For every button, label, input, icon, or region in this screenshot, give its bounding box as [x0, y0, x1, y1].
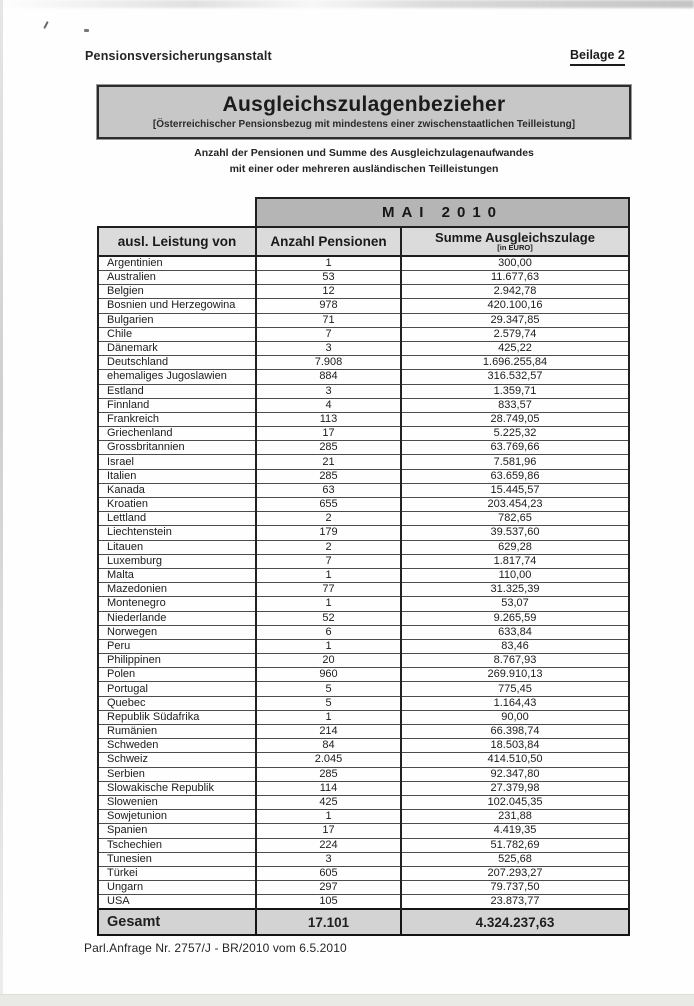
row-count: 1: [256, 710, 401, 724]
table-row: [98, 540, 629, 554]
row-count: 12: [256, 285, 401, 299]
table-body: [98, 256, 629, 909]
row-count: 884: [256, 370, 401, 384]
row-sum: 420.100,16: [401, 299, 629, 313]
title-box: [97, 85, 631, 139]
row-country: Bosnien und Herzegowina: [98, 299, 256, 313]
row-sum: 629,28: [401, 540, 629, 554]
row-sum: 425,22: [401, 341, 629, 355]
column-header-sum-label: Summe Ausgleichszulage: [435, 229, 595, 245]
row-country: Malta: [98, 568, 256, 582]
column-header-count: Anzahl Pensionen: [256, 227, 401, 256]
row-count: 17: [256, 427, 401, 441]
table-row: [98, 327, 629, 341]
row-sum: 63.659,86: [401, 469, 629, 483]
table-row: [98, 625, 629, 639]
row-country: Norwegen: [98, 625, 256, 639]
row-country: Philippinen: [98, 654, 256, 668]
table-row: [98, 824, 629, 838]
row-count: 114: [256, 781, 401, 795]
row-sum: 269.910,13: [401, 668, 629, 682]
row-count: 3: [256, 341, 401, 355]
scan-artifact-left-edge: [0, 0, 3, 1006]
row-country: ehemaliges Jugoslawien: [98, 370, 256, 384]
row-count: 84: [256, 739, 401, 753]
row-country: Schweden: [98, 739, 256, 753]
row-country: Israel: [98, 455, 256, 469]
row-country: Polen: [98, 668, 256, 682]
row-count: 1: [256, 639, 401, 653]
table-row: [98, 483, 629, 497]
table-row: [98, 725, 629, 739]
attachment-label: Beilage 2: [570, 48, 625, 66]
row-sum: 11.677,63: [401, 271, 629, 285]
row-sum: 1.164,43: [401, 696, 629, 710]
row-country: Slowenien: [98, 795, 256, 809]
table-row: [98, 739, 629, 753]
row-country: Spanien: [98, 824, 256, 838]
row-sum: 316.532,57: [401, 370, 629, 384]
row-count: 5: [256, 696, 401, 710]
row-count: 978: [256, 299, 401, 313]
row-country: Slowakische Republik: [98, 781, 256, 795]
table-row: [98, 838, 629, 852]
row-country: Argentinien: [98, 256, 256, 271]
table-row: [98, 441, 629, 455]
row-count: 52: [256, 611, 401, 625]
row-sum: 525,68: [401, 852, 629, 866]
table-row: [98, 881, 629, 895]
intro-line-1: Anzahl der Pensionen und Summe des Ausgleichzulagenaufwandes: [194, 147, 534, 159]
row-sum: 300,00: [401, 256, 629, 271]
row-sum: 2.942,78: [401, 285, 629, 299]
row-count: 2.045: [256, 753, 401, 767]
row-count: 960: [256, 668, 401, 682]
row-country: Quebec: [98, 696, 256, 710]
row-count: 21: [256, 455, 401, 469]
row-sum: 207.293,27: [401, 866, 629, 880]
row-count: 17: [256, 824, 401, 838]
row-sum: 27.379,98: [401, 781, 629, 795]
document-org-title: Pensionsversicherungsanstalt: [85, 49, 272, 63]
scan-artifact-bottom: [0, 994, 694, 1006]
table-row: [98, 781, 629, 795]
row-count: 605: [256, 866, 401, 880]
row-count: 3: [256, 384, 401, 398]
row-sum: 1.817,74: [401, 554, 629, 568]
period-row: [98, 198, 629, 227]
row-country: Republik Südafrika: [98, 710, 256, 724]
total-label: Gesamt: [98, 909, 256, 935]
row-count: 285: [256, 767, 401, 781]
row-count: 214: [256, 725, 401, 739]
table-row: [98, 412, 629, 426]
row-count: 105: [256, 895, 401, 910]
row-country: Tschechien: [98, 838, 256, 852]
table-row: [98, 356, 629, 370]
table-row: [98, 795, 629, 809]
row-country: Sowjetunion: [98, 810, 256, 824]
row-count: 1: [256, 597, 401, 611]
table-row: [98, 639, 629, 653]
row-country: Serbien: [98, 767, 256, 781]
row-count: 53: [256, 271, 401, 285]
table-row: [98, 696, 629, 710]
row-country: Schweiz: [98, 753, 256, 767]
row-count: 297: [256, 881, 401, 895]
row-sum: 15.445,57: [401, 483, 629, 497]
row-sum: 203.454,23: [401, 498, 629, 512]
row-country: Portugal: [98, 682, 256, 696]
row-sum: 63.769,66: [401, 441, 629, 455]
total-row: [98, 909, 629, 935]
row-sum: 782,65: [401, 512, 629, 526]
row-country: Frankreich: [98, 412, 256, 426]
row-country: Lettland: [98, 512, 256, 526]
pen-mark: [84, 29, 89, 32]
row-count: 425: [256, 795, 401, 809]
row-sum: 1.359,71: [401, 384, 629, 398]
row-count: 285: [256, 441, 401, 455]
row-sum: 7.581,96: [401, 455, 629, 469]
row-count: 179: [256, 526, 401, 540]
table-row: [98, 852, 629, 866]
row-count: 4: [256, 398, 401, 412]
row-country: Estland: [98, 384, 256, 398]
row-count: 71: [256, 313, 401, 327]
table-row: [98, 398, 629, 412]
table-row: [98, 512, 629, 526]
table-row: [98, 866, 629, 880]
row-sum: 414.510,50: [401, 753, 629, 767]
row-count: 285: [256, 469, 401, 483]
intro-text: [97, 145, 631, 178]
table-row: [98, 668, 629, 682]
table-row: [98, 753, 629, 767]
row-sum: 8.767,93: [401, 654, 629, 668]
table-row: [98, 370, 629, 384]
table-row: [98, 583, 629, 597]
column-header-row: [98, 227, 629, 256]
row-sum: 66.398,74: [401, 725, 629, 739]
period-header: MAI 2010: [256, 198, 629, 227]
row-country: Liechtenstein: [98, 526, 256, 540]
unit-note: [in EURO]: [497, 243, 533, 253]
scan-artifact-top: [0, 0, 694, 8]
row-country: Litauen: [98, 540, 256, 554]
row-count: 1: [256, 810, 401, 824]
row-count: 3: [256, 852, 401, 866]
document-subtitle: [Österreichischer Pensionsbezug mit mindestens einer zwischenstaatlichen Teilleistung]: [152, 119, 576, 130]
row-count: 20: [256, 654, 401, 668]
row-count: 224: [256, 838, 401, 852]
row-sum: 1.696.255,84: [401, 356, 629, 370]
table-spacer-cell: [98, 198, 256, 227]
row-sum: 92.347,80: [401, 767, 629, 781]
row-country: Belgien: [98, 285, 256, 299]
row-count: 1: [256, 568, 401, 582]
row-sum: 18.503,84: [401, 739, 629, 753]
row-count: 1: [256, 256, 401, 271]
row-sum: 9.265,59: [401, 611, 629, 625]
table-row: [98, 767, 629, 781]
row-country: Tunesien: [98, 852, 256, 866]
row-sum: 23.873,77: [401, 895, 629, 910]
table-row: [98, 810, 629, 824]
row-country: Peru: [98, 639, 256, 653]
row-country: Montenegro: [98, 597, 256, 611]
row-sum: 29.347,85: [401, 313, 629, 327]
row-count: 77: [256, 583, 401, 597]
column-header-country: ausl. Leistung von: [98, 227, 256, 256]
row-sum: 833,57: [401, 398, 629, 412]
table-row: [98, 895, 629, 910]
row-country: Ungarn: [98, 881, 256, 895]
row-sum: 102.045,35: [401, 795, 629, 809]
pension-table: [97, 197, 630, 936]
row-count: 7: [256, 554, 401, 568]
row-country: Luxemburg: [98, 554, 256, 568]
table-row: [98, 498, 629, 512]
row-count: 2: [256, 540, 401, 554]
document-title: Ausgleichszulagenbezieher: [222, 93, 506, 116]
row-sum: 4.419,35: [401, 824, 629, 838]
row-count: 63: [256, 483, 401, 497]
total-count: 17.101: [256, 909, 401, 935]
row-sum: 83,46: [401, 639, 629, 653]
table-row: [98, 299, 629, 313]
table-row: [98, 526, 629, 540]
table-row: [98, 710, 629, 724]
footnote: Parl.Anfrage Nr. 2757/J - BR/2010 vom 6.5.2010: [84, 941, 347, 955]
row-count: 5: [256, 682, 401, 696]
row-sum: 5.225,32: [401, 427, 629, 441]
row-sum: 53,07: [401, 597, 629, 611]
row-country: Italien: [98, 469, 256, 483]
table-row: [98, 384, 629, 398]
table-row: [98, 455, 629, 469]
row-country: Chile: [98, 327, 256, 341]
row-sum: 633,84: [401, 625, 629, 639]
row-country: Mazedonien: [98, 583, 256, 597]
row-count: 6: [256, 625, 401, 639]
row-count: 655: [256, 498, 401, 512]
row-country: Australien: [98, 271, 256, 285]
table-row: [98, 341, 629, 355]
row-count: 2: [256, 512, 401, 526]
row-country: Rumänien: [98, 725, 256, 739]
intro-line-2: mit einer oder mehreren ausländischen Teilleistungen: [229, 163, 499, 176]
row-country: Griechenland: [98, 427, 256, 441]
row-sum: 2.579,74: [401, 327, 629, 341]
row-country: USA: [98, 895, 256, 910]
table-row: [98, 271, 629, 285]
table-row: [98, 611, 629, 625]
column-header-sum: [401, 227, 629, 256]
total-sum: 4.324.237,63: [401, 909, 629, 935]
row-country: Deutschland: [98, 356, 256, 370]
table-row: [98, 554, 629, 568]
row-country: Niederlande: [98, 611, 256, 625]
table-row: [98, 568, 629, 582]
row-sum: 90,00: [401, 710, 629, 724]
row-country: Kroatien: [98, 498, 256, 512]
row-country: Grossbritannien: [98, 441, 256, 455]
row-sum: 28.749,05: [401, 412, 629, 426]
row-count: 7.908: [256, 356, 401, 370]
table-row: [98, 654, 629, 668]
row-country: Finnland: [98, 398, 256, 412]
row-count: 113: [256, 412, 401, 426]
row-country: Kanada: [98, 483, 256, 497]
row-country: Türkei: [98, 866, 256, 880]
table-row: [98, 256, 629, 271]
row-country: Dänemark: [98, 341, 256, 355]
row-country: Bulgarien: [98, 313, 256, 327]
table-row: [98, 427, 629, 441]
table-row: [98, 682, 629, 696]
table-row: [98, 469, 629, 483]
row-sum: 231,88: [401, 810, 629, 824]
table-row: [98, 285, 629, 299]
row-sum: 39.537,60: [401, 526, 629, 540]
pen-mark: [43, 21, 49, 29]
table-row: [98, 313, 629, 327]
row-sum: 110,00: [401, 568, 629, 582]
table-row: [98, 597, 629, 611]
row-count: 7: [256, 327, 401, 341]
row-sum: 51.782,69: [401, 838, 629, 852]
row-sum: 31.325,39: [401, 583, 629, 597]
row-sum: 79.737,50: [401, 881, 629, 895]
row-sum: 775,45: [401, 682, 629, 696]
